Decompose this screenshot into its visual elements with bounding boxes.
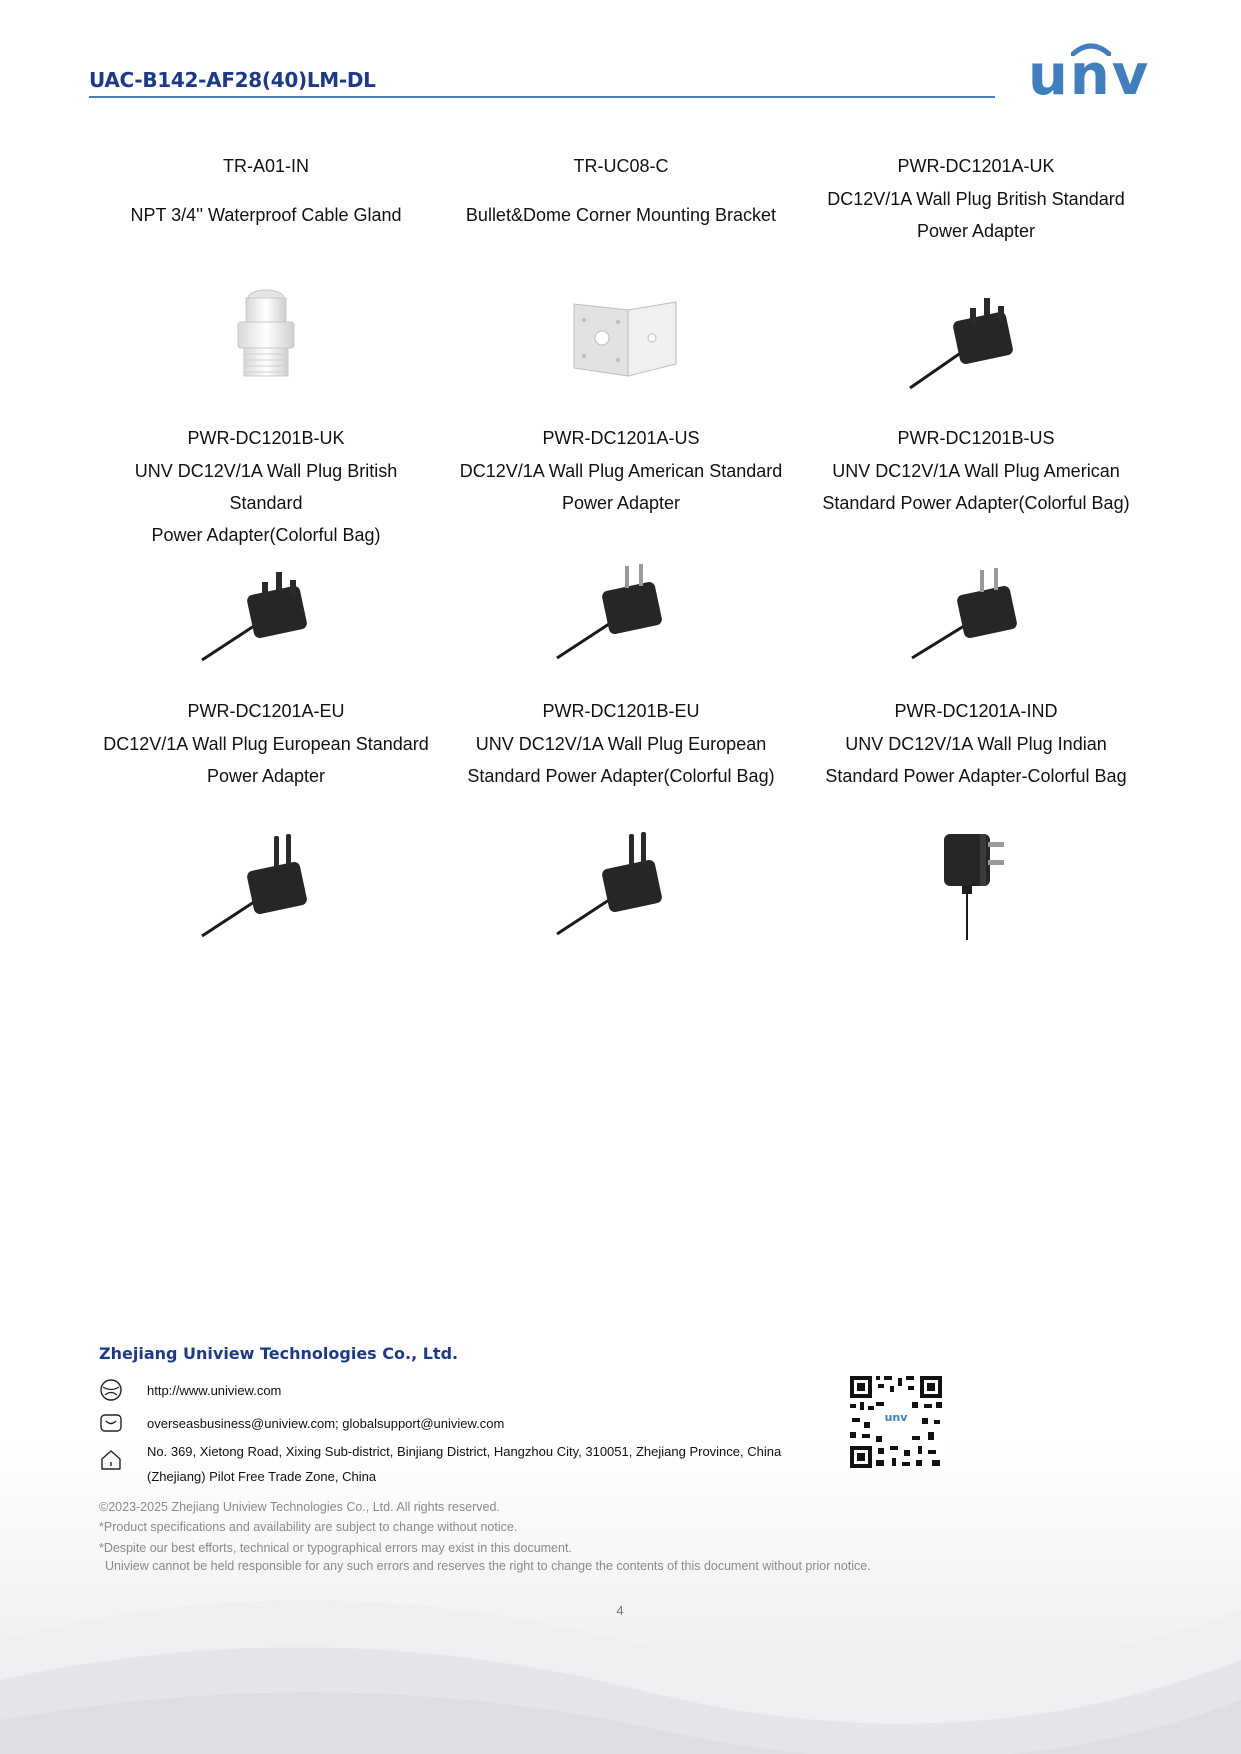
home-icon [99, 1448, 123, 1472]
product-pwr-dc1201b-eu [451, 695, 791, 792]
us-adapter-image [555, 562, 679, 662]
product-description: DC12V/1A Wall Plug British Standard [827, 189, 1125, 209]
document-title: UAC-B142-AF28(40)LM-DL [89, 68, 376, 92]
uk-adapter-image [200, 568, 324, 668]
page-number: 4 [616, 1603, 624, 1618]
product-description: UNV DC12V/1A Wall Plug American [832, 461, 1120, 481]
product-pwr-dc1201a-ind [806, 695, 1146, 792]
address-line-1: No. 369, Xietong Road, Xixing Sub-district, Binjiang District, Hangzhou City, 310051, Zhejiang Province, China [147, 1444, 782, 1459]
disclaimer-note-3: Uniview cannot be held responsible for any such errors and reserves the right to change the contents of this document without prior notice. [105, 1559, 871, 1573]
product-pwr-dc1201b-us [806, 422, 1146, 519]
product-pwr-dc1201b-uk [96, 422, 436, 551]
product-code: PWR-DC1201A-EU [187, 701, 345, 721]
product-description-line2: Standard Power Adapter(Colorful Bag) [467, 766, 775, 786]
product-code: PWR-DC1201A-UK [897, 156, 1055, 176]
product-tr-a01-in [96, 150, 436, 231]
product-description: Bullet&Dome Corner Mounting Bracket [465, 205, 777, 225]
product-code: PWR-DC1201B-US [897, 428, 1055, 448]
product-description: UNV DC12V/1A Wall Plug European [475, 734, 767, 754]
cable-gland-image [226, 286, 306, 386]
footer-wave-background [0, 1440, 1241, 1754]
eu-adapter-image [555, 830, 679, 938]
disclaimer-note-1: *Product specifications and availability are subject to change without notice. [99, 1520, 518, 1534]
us-adapter-image [910, 566, 1034, 666]
product-description: NPT 3/4'' Waterproof Cable Gland [130, 205, 402, 225]
unv-logo: unv [1028, 43, 1151, 108]
email-links[interactable]: overseasbusiness@uniview.com; globalsupport@uniview.com [147, 1416, 505, 1431]
product-description-line2: Power Adapter [206, 766, 326, 786]
product-code: PWR-DC1201A-IND [894, 701, 1058, 721]
product-description-line2: Power Adapter [561, 493, 681, 513]
uk-adapter-image [906, 294, 1030, 394]
product-tr-uc08-c [451, 150, 791, 231]
product-description: DC12V/1A Wall Plug American Standard [459, 461, 783, 481]
disclaimer-note-2: *Despite our best efforts, technical or typographical errors may exist in this document. [99, 1541, 572, 1555]
product-code: TR-UC08-C [573, 156, 669, 176]
product-description-line2: Power Adapter [916, 221, 1036, 241]
product-description-line2: Power Adapter(Colorful Bag) [151, 525, 381, 545]
product-code: TR-A01-IN [222, 156, 309, 176]
globe-icon [99, 1378, 123, 1402]
footer-company-name: Zhejiang Uniview Technologies Co., Ltd. [99, 1344, 459, 1363]
product-pwr-dc1201a-us [451, 422, 791, 519]
product-description: UNV DC12V/1A Wall Plug Indian [845, 734, 1107, 754]
corner-bracket-image [568, 298, 680, 378]
ind-adapter-image [940, 830, 1010, 942]
product-description-line2: Standard Power Adapter-Colorful Bag [825, 766, 1127, 786]
product-code: PWR-DC1201B-UK [187, 428, 345, 448]
copyright-text: ©2023-2025 Zhejiang Uniview Technologies Co., Ltd. All rights reserved. [99, 1500, 500, 1514]
eu-adapter-image [200, 832, 324, 940]
mail-icon [99, 1411, 123, 1435]
product-pwr-dc1201a-eu [96, 695, 436, 792]
product-pwr-dc1201a-uk [806, 150, 1146, 247]
qr-logo-label: unv [884, 1411, 908, 1424]
product-code: PWR-DC1201A-US [542, 428, 700, 448]
website-link[interactable]: http://www.uniview.com [147, 1383, 282, 1398]
product-description-line2: Standard Power Adapter(Colorful Bag) [822, 493, 1130, 513]
address-line-2: (Zhejiang) Pilot Free Trade Zone, China [147, 1469, 377, 1484]
header-divider [89, 96, 995, 98]
product-code: PWR-DC1201B-EU [542, 701, 700, 721]
product-description: DC12V/1A Wall Plug European Standard [103, 734, 429, 754]
product-description: UNV DC12V/1A Wall Plug British Standard [134, 461, 398, 513]
